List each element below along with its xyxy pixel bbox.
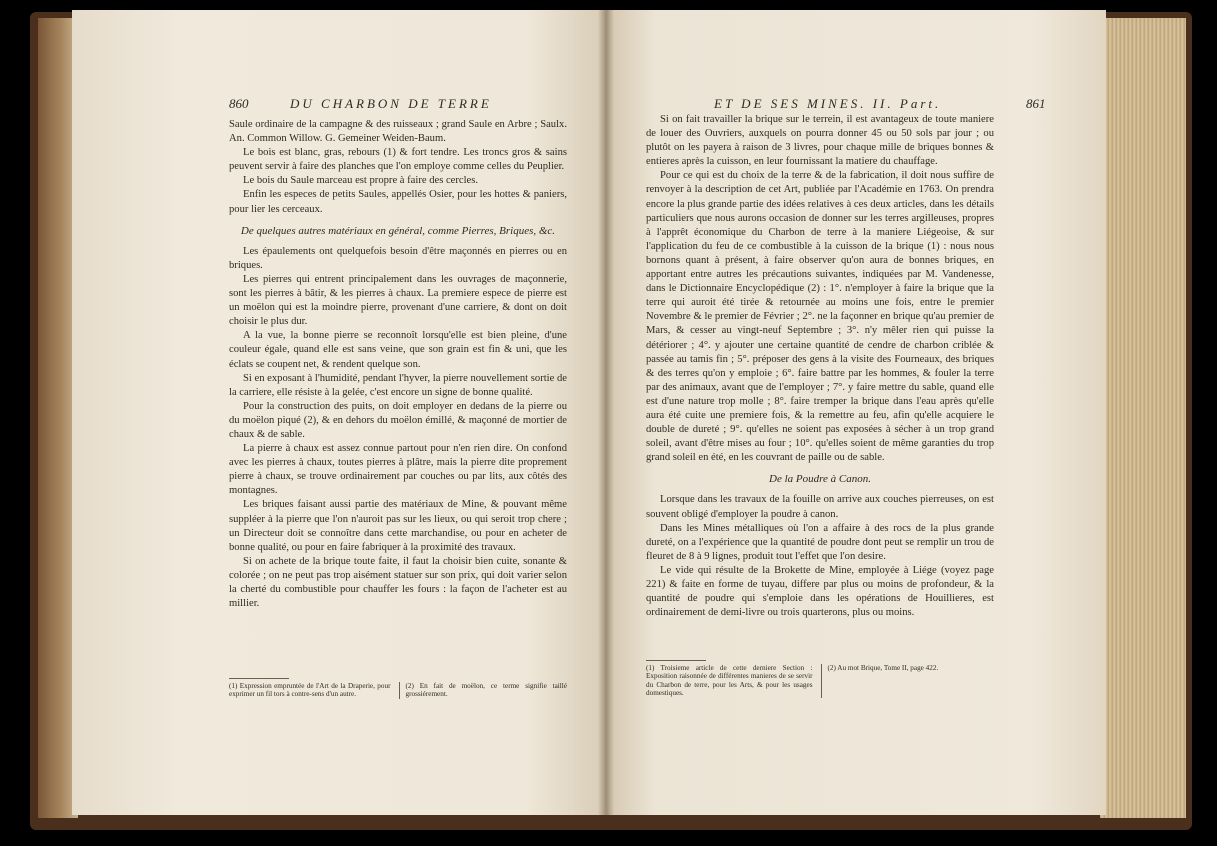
right-footnotes — [646, 660, 994, 698]
footnote: (1) Troisieme article de cette derniere Section : Exposition raisonnée de différentes manieres de se servir du Charbon de terre, pour les Arts, & pour les usages domestiques. — [646, 664, 813, 698]
right-page-edges — [1100, 18, 1186, 818]
paragraph: Les briques faisant aussi partie des matériaux de Mine, & pouvant même suppléer à la pierre que l'on n'auroit pas sur les lieux, ou qui seroit trop chere ; un Directeur doit se connoître dans cette marchandise, ou pour en acheter de bonne qualité, ou pour en faire fabriquer à la proximité des travaux. — [229, 499, 567, 553]
page-number: 860 — [229, 96, 249, 111]
paragraph: Les épaulements ont quelquefois besoin d'être maçonnés en pierres ou en briques. — [229, 245, 567, 271]
running-header: DU CHARBON DE TERRE — [290, 96, 492, 111]
paragraph: Si on fait travailler la brique sur le terrein, il est avantageux de toute maniere de louer des Ouvriers, auxquels on pourra donner 45 ou 50 sols par jour ; ou plutôt on les payera à raison de 3 livres, pour chaque mille de briques bonnes & entieres après la cuisson, en leur fournissant la matiere du chauffage. — [646, 114, 994, 168]
left-body-text — [229, 118, 567, 611]
footnote: (2) Au mot Brique, Tome II, page 422. — [821, 664, 995, 698]
paragraph: Saule ordinaire de la campagne & des ruisseaux ; grand Saule en Arbre ; Saulx. An. Common Willow. G. Gemeiner Weiden-Baum. — [229, 119, 567, 145]
page-number: 861 — [1026, 96, 1046, 111]
paragraph: Si en exposant à l'humidité, pendant l'hyver, la pierre nouvellement sortie de la carriere, elle résiste à la gelée, c'est encore un signe de bonne qualité. — [229, 372, 567, 398]
footnote-rule — [646, 660, 706, 661]
paragraph: Pour ce qui est du choix de la terre & de la fabrication, il doit nous suffire de renvoyer à la description de cet Art, publiée par l'Académie en 1763. On prendra encore la plus grande partie des idées relatives à ces deux articles, dans les détails particuliers que nous aurons occasion de donner sur les terres argilleuses, propres à l'apprêt économique du Charbon de terre à la maniere Liégeoise, & sur l'application du feu de ce combustible à la cuisson de la brique (1) : nous nous bornons quant à présent, à faire observer qu'on aura de bonnes briques, en apportant entre autres les précautions suivantes, indiquées par M. Vandenesse, dans le Dictionnaire Encyclopédique (2) : 1°. n'employer à faire la brique que la terre qui auroit été tirée & retournée au moins une fois, entre le premier Novembre & le premier de Février ; 2°. ne la façonner en brique qu'au premier de Mars, & cesser au vingt-neuf Septembre ; 3°. n'y mêler rien qui puisse la détériorer ; 4°. y ajouter une certaine quantité de cendre de charbon criblée & passée au tamis fin ; 5°. préposer des gens à la visite des Fourneaux, des briques & des terres qu'on y emploie ; 6°. faire battre par les hommes, & fouler la terre par des animaux, avant que de l'employer ; 7°. y faire mettre du sable, quand elle est d'une nature trop molle ; 8°. faire tremper la brique dans l'eau après qu'elle aura été cuite une premiere fois, & la remettre au feu, afin qu'elle acquiere le double de dureté ; 9°. qu'elles ne soient pas exposées à sécher à un trop grand soleil, avant d'être mises au four ; 10°. qu'elles soient de même garanties du trop grand soleil en été, en les couvrant de paille ou de sable. — [646, 170, 994, 464]
section-heading: De la Poudre à Canon. — [769, 473, 871, 486]
paragraph: Le bois est blanc, gras, rebours (1) & fort tendre. Les troncs gros & sains peuvent servir à faire des planches que l'on employe comme celles du Peuplier. — [229, 147, 567, 173]
paragraph: Lorsque dans les travaux de la fouille on arrive aux couches pierreuses, on est souvent obligé d'employer la poudre à canon. — [646, 494, 994, 520]
left-footnotes — [229, 678, 567, 699]
right-body-text — [646, 113, 994, 620]
running-header: ET DE SES MINES. II. Part. — [714, 96, 942, 111]
paragraph: Dans les Mines métalliques où l'on a affaire à des rocs de la plus grande dureté, on a l'expérience que la quantité de poudre dont peut se remplir un trou de fleuret de 8 à 9 lignes, produit tout l'effet que l'on desire. — [646, 522, 994, 562]
right-page — [606, 10, 1106, 815]
paragraph: Si on achete de la brique toute faite, il faut la choisir bien cuite, sonante & colorée ; on ne peut pas trop aisément statuer sur son prix, qui doit varier selon la cherté du combustible pour chauffer les fours : la façon de l'acheter est au millier. — [229, 555, 567, 610]
paragraph: Le bois du Saule marceau est propre à faire des cercles. — [243, 175, 479, 187]
paragraph: Enfin les especes de petits Saules, appellés Osier, pour les hottes & paniers, pour lier les cerceaux. — [229, 189, 567, 215]
paragraph: Le vide qui résulte de la Brokette de Mine, employée à Liége (voyez page 221) & faite en forme de tuyau, differe par plus ou moins de profondeur, & la quantité de poudre qui s'emploie dans les opérations de Houillieres, est ordinairement de demi-livre ou trois quarterons, plus ou moins. — [646, 564, 994, 619]
footnote: (1) Expression empruntée de l'Art de la Draperie, pour exprimer un fil tors à contre-sens d'un autre. — [229, 682, 391, 699]
section-heading: De quelques autres matériaux en général, comme Pierres, Briques, &c. — [240, 224, 556, 237]
paragraph: La pierre à chaux est assez connue partout pour n'en rien dire. On confond avec les pierres à chaux, toutes pierres à plâtre, mais la pierre dite proprement pierre à chaux, se trouve ordinairement par couches ou par lits, aux côtés des montagnes. — [229, 443, 567, 497]
footnote: (2) En fait de moëlon, ce terme signifie taillé grossiérement. — [399, 682, 568, 699]
footnote-rule — [229, 678, 289, 679]
paragraph: Les pierres qui entrent principalement dans les ouvrages de maçonnerie, sont les pierres à bâtir, & les pierres à chaux. La premiere espece de pierre est un moëlon qui est la moindre pierre, provenant d'une carriere, & dont on doit choisir le plus dur. — [229, 273, 567, 328]
paragraph: Pour la construction des puits, on doit employer en dedans de la pierre ou du moëlon piqué (2), & en dehors du moëlon émillé, & maçonné de mortier de chaux & de sable. — [229, 400, 567, 440]
paragraph: A la vue, la bonne pierre se reconnoît lorsqu'elle est bien pleine, d'une couleur égale, quand elle est sans veine, que son grain est fin & uni, que les éclats se coupent net, & rendent quelque son. — [229, 330, 567, 370]
left-page — [72, 10, 606, 815]
book-gutter — [598, 10, 614, 815]
